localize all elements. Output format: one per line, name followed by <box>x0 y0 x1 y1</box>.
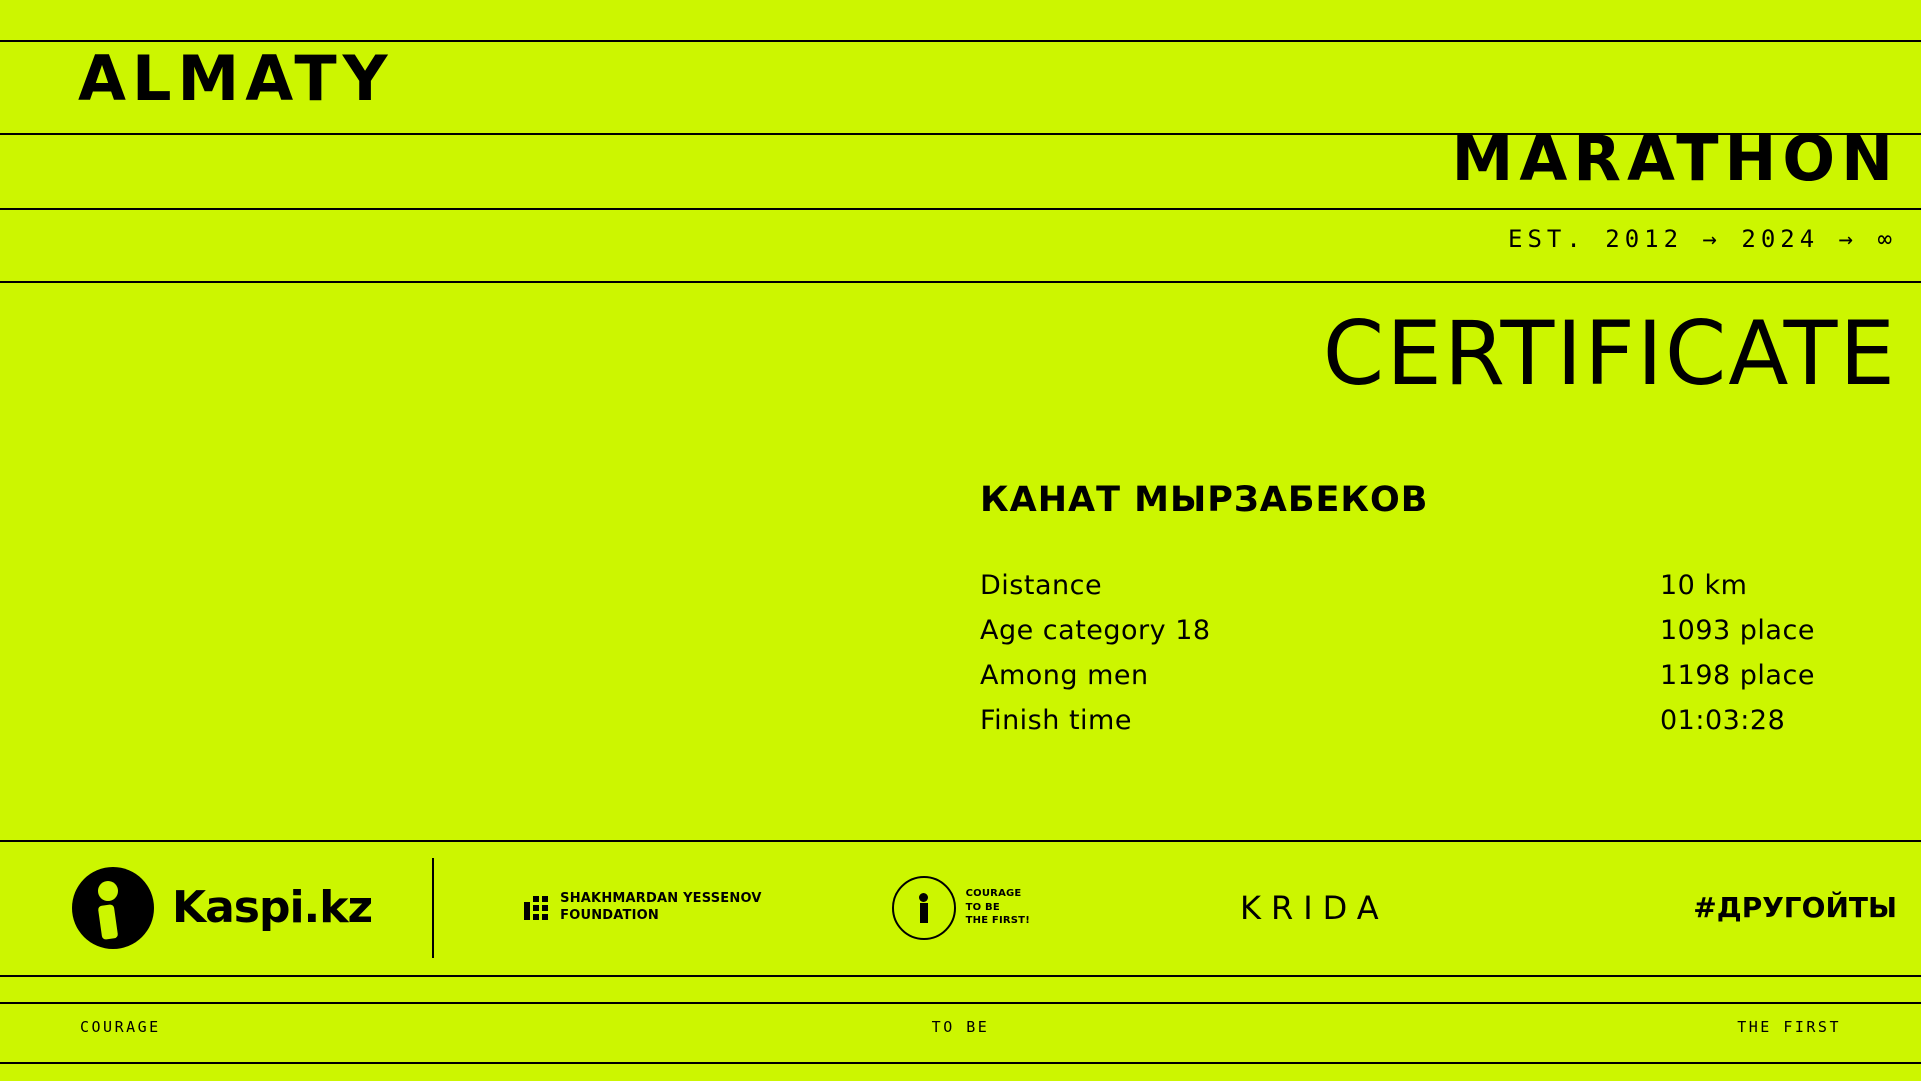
divider-rule-6 <box>0 975 1921 977</box>
footer-right: THE FIRST <box>1737 1018 1841 1036</box>
table-row <box>980 570 1860 601</box>
sponsor-courage-fund <box>892 876 1030 940</box>
sponsor-yessenov-label <box>560 891 761 924</box>
result-label: Finish time <box>980 705 1132 736</box>
sponsor-courage-line3: THE FIRST! <box>965 915 1030 927</box>
table-row <box>980 615 1860 646</box>
sponsor-courage-line2: TO BE <box>965 901 1000 913</box>
athlete-name: КАНАТ МЫРЗАБЕКОВ <box>980 480 1429 520</box>
page-title: CERTIFICATE <box>1322 302 1897 405</box>
result-value: 10 km <box>1660 570 1748 601</box>
table-row <box>980 660 1860 691</box>
courage-fund-logo-icon <box>892 876 956 940</box>
sponsor-yessenov <box>524 891 761 924</box>
result-label: Distance <box>980 570 1103 601</box>
yessenov-logo-icon <box>524 896 548 920</box>
table-row <box>980 705 1860 736</box>
footer-center: TO BE <box>931 1018 990 1036</box>
sponsor-yessenov-line1: SHAKHMARDAN YESSENOV <box>560 891 762 907</box>
brand-line-almaty: ALMATY <box>78 42 394 115</box>
divider-rule-4 <box>0 281 1921 283</box>
sponsor-bar <box>0 840 1921 975</box>
sponsor-divider <box>432 858 434 958</box>
result-value: 1093 place <box>1660 615 1815 646</box>
result-label: Among men <box>980 660 1149 691</box>
divider-rule-7 <box>0 1002 1921 1004</box>
kaspi-logo-icon <box>72 867 154 949</box>
sponsor-courage-label <box>966 887 1030 928</box>
results-table <box>980 570 1860 750</box>
sponsor-courage-line1: COURAGE <box>965 888 1022 900</box>
sponsor-krida: KRIDA <box>1239 888 1389 927</box>
result-label: Age category 18 <box>980 615 1211 646</box>
sponsor-kaspi <box>72 867 372 949</box>
divider-rule-3 <box>0 208 1921 210</box>
sponsor-drugoity: #ДРУГОЙТЫ <box>1693 891 1897 924</box>
footer <box>0 1018 1921 1048</box>
divider-rule-8 <box>0 1062 1921 1064</box>
result-value: 01:03:28 <box>1660 705 1786 736</box>
footer-left: COURAGE <box>80 1018 161 1036</box>
result-value: 1198 place <box>1660 660 1815 691</box>
brand-line-marathon: MARATHON <box>1451 122 1899 195</box>
established-line: EST. 2012 → 2024 → ∞ <box>1508 225 1897 253</box>
sponsor-kaspi-label: Kaspi.kz <box>172 882 373 933</box>
sponsor-yessenov-line2: FOUNDATION <box>560 907 659 923</box>
